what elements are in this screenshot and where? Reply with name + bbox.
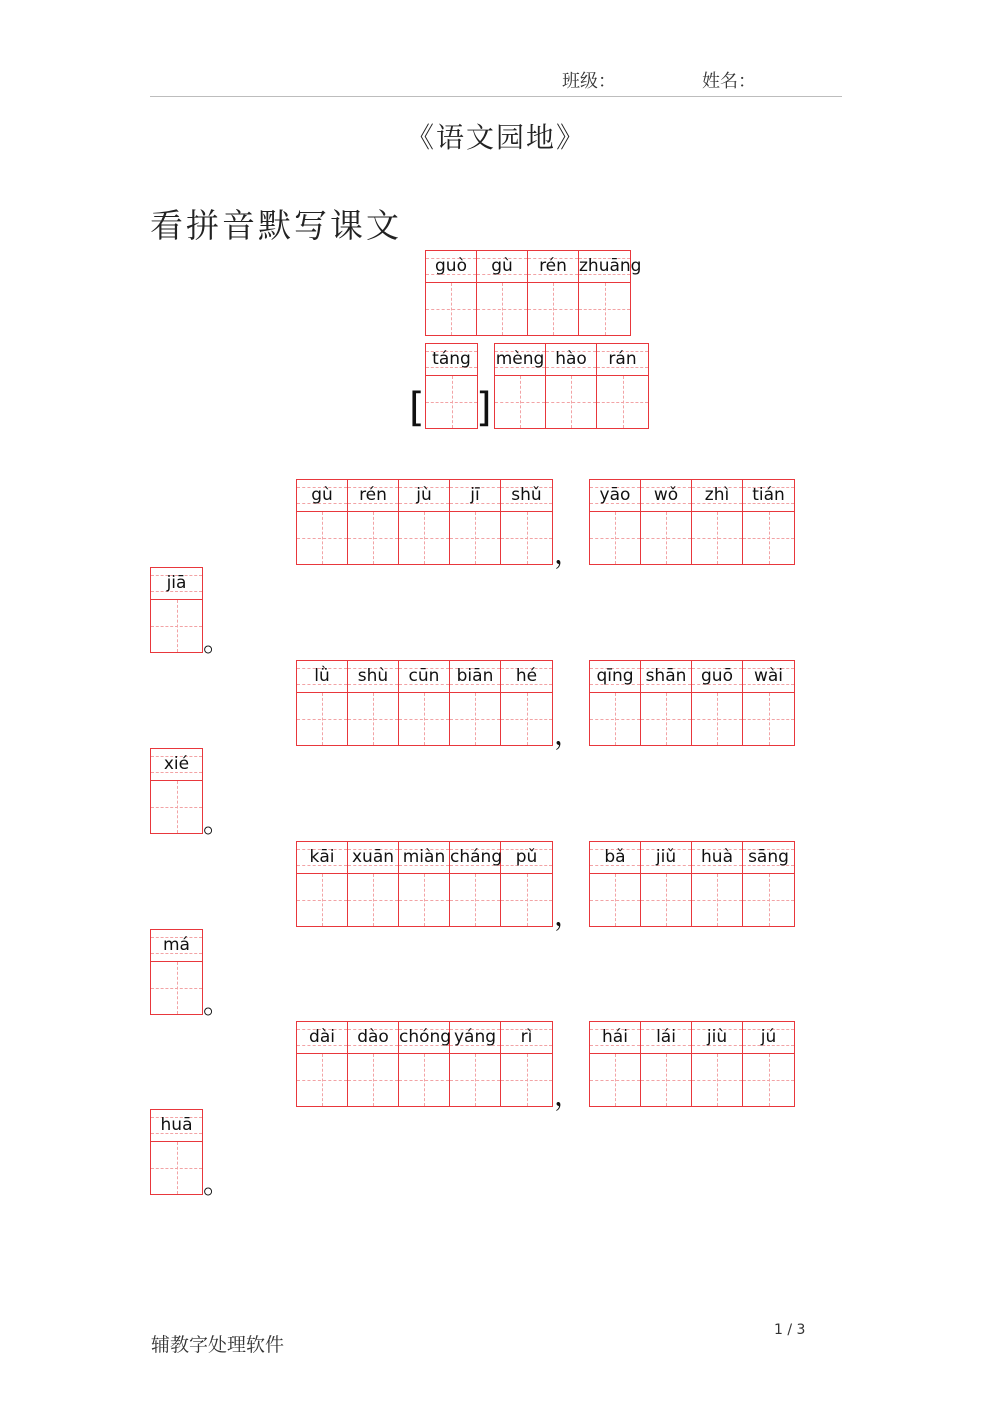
hanzi-write-box[interactable]	[348, 874, 398, 926]
hanzi-write-box[interactable]	[590, 1054, 640, 1106]
pinyin-text: huā	[160, 1115, 193, 1135]
bracket-close: ]	[476, 385, 492, 431]
hanzi-write-box[interactable]	[151, 1142, 202, 1194]
pinyin-text: wǒ	[653, 485, 679, 505]
pinyin-text: shǔ	[511, 485, 542, 505]
char-cell	[546, 344, 597, 428]
pinyin-box	[501, 480, 552, 512]
pinyin-text: jiā	[166, 573, 187, 593]
char-cell	[399, 480, 450, 564]
pinyin-box	[151, 930, 202, 962]
hanzi-write-box[interactable]	[348, 693, 398, 745]
char-cell	[450, 480, 501, 564]
hanzi-write-box[interactable]	[151, 600, 202, 652]
char-cell	[348, 1022, 399, 1106]
pinyin-text: sāng	[748, 847, 789, 867]
hanzi-write-box[interactable]	[495, 376, 545, 428]
pinyin-box	[399, 842, 449, 874]
pinyin-box	[450, 1022, 500, 1054]
pinyin-box	[151, 749, 202, 781]
class-label: 班级：	[562, 71, 616, 92]
hanzi-write-box[interactable]	[399, 512, 449, 564]
hanzi-write-box[interactable]	[399, 874, 449, 926]
pinyin-box	[641, 842, 691, 874]
pinyin-box	[399, 480, 449, 512]
pinyin-box	[692, 842, 742, 874]
line4-comma: ，	[554, 1079, 583, 1112]
hanzi-write-box[interactable]	[692, 693, 742, 745]
char-cell	[501, 1022, 552, 1106]
pinyin-text: shù	[357, 666, 389, 686]
pinyin-box	[590, 1022, 640, 1054]
pinyin-text: má	[163, 935, 190, 955]
hanzi-write-box[interactable]	[501, 693, 552, 745]
line3-comma: ，	[554, 899, 583, 932]
pinyin-text: mèng	[495, 349, 545, 369]
pinyin-box	[450, 661, 500, 693]
hanzi-write-box[interactable]	[348, 1054, 398, 1106]
pinyin-text: yáng	[453, 1027, 497, 1047]
pinyin-text: rén	[539, 256, 567, 276]
pinyin-box	[297, 842, 347, 874]
pinyin-box	[743, 480, 794, 512]
pinyin-text: rén	[359, 485, 387, 505]
pinyin-text: hào	[555, 349, 587, 369]
hanzi-write-box[interactable]	[297, 874, 347, 926]
hanzi-write-box[interactable]	[477, 283, 527, 335]
char-cell	[297, 480, 348, 564]
pinyin-text: qīng	[596, 666, 634, 686]
pinyin-text: xuān	[351, 847, 395, 867]
char-cell	[450, 1022, 501, 1106]
char-cell	[692, 661, 743, 745]
pinyin-text: zhì	[704, 485, 730, 505]
pinyin-text: guō	[701, 666, 733, 686]
hanzi-write-box[interactable]	[450, 1054, 500, 1106]
hanzi-write-box[interactable]	[297, 693, 347, 745]
line3-last-char	[150, 929, 203, 1015]
pinyin-box	[692, 480, 742, 512]
pinyin-box	[743, 1022, 794, 1054]
line2-comma: ，	[554, 718, 583, 751]
hanzi-write-box[interactable]	[743, 1054, 794, 1106]
char-cell	[348, 842, 399, 926]
char-cell	[528, 251, 579, 335]
hanzi-write-box[interactable]	[348, 512, 398, 564]
char-cell	[692, 842, 743, 926]
pinyin-text: hé	[515, 666, 538, 686]
hanzi-write-box[interactable]	[528, 283, 578, 335]
header-divider	[150, 96, 842, 97]
char-cell	[743, 480, 794, 564]
pinyin-box	[399, 661, 449, 693]
line2-period: 。	[203, 806, 232, 839]
pinyin-text: jiǔ	[655, 847, 677, 867]
char-cell	[348, 480, 399, 564]
line1-last-char	[150, 567, 203, 653]
pinyin-text: cháng	[450, 847, 503, 867]
char-cell	[501, 480, 552, 564]
pinyin-text: dài	[309, 1027, 335, 1047]
pinyin-text: gù	[311, 485, 333, 505]
hanzi-write-box[interactable]	[297, 1054, 347, 1106]
hanzi-write-box[interactable]	[743, 512, 794, 564]
pinyin-text: lái	[656, 1027, 676, 1047]
char-cell	[590, 661, 641, 745]
char-cell	[501, 842, 552, 926]
pinyin-box	[348, 480, 398, 512]
pinyin-text: lǜ	[314, 666, 330, 686]
pinyin-text: xié	[163, 754, 190, 774]
bracket-open: [	[409, 385, 425, 431]
char-cell	[151, 930, 202, 1014]
hanzi-write-box[interactable]	[297, 512, 347, 564]
line2-first-half	[296, 660, 553, 746]
char-cell	[348, 661, 399, 745]
line4-first-half	[296, 1021, 553, 1107]
pinyin-box	[528, 251, 578, 283]
pinyin-box	[546, 344, 596, 376]
pinyin-text: rì	[520, 1027, 533, 1047]
pinyin-text: miàn	[402, 847, 446, 867]
name-label: 姓名：	[702, 71, 756, 92]
line4-period: 。	[203, 1167, 232, 1200]
pinyin-box	[426, 251, 476, 283]
hanzi-write-box[interactable]	[579, 283, 630, 335]
char-cell	[450, 661, 501, 745]
char-cell	[450, 842, 501, 926]
hanzi-write-box[interactable]	[692, 1054, 742, 1106]
char-cell	[597, 344, 648, 428]
pinyin-box	[399, 1022, 452, 1054]
hanzi-write-box[interactable]	[590, 512, 640, 564]
pinyin-box	[743, 661, 794, 693]
line2-second-half	[589, 660, 795, 746]
char-cell	[501, 661, 552, 745]
char-cell	[692, 1022, 743, 1106]
pinyin-box	[743, 842, 794, 874]
hanzi-write-box[interactable]	[692, 874, 742, 926]
footer-software-name: 辅教字处理软件	[151, 1334, 285, 1356]
pinyin-box	[501, 842, 552, 874]
pinyin-box	[151, 568, 202, 600]
char-cell	[579, 251, 642, 335]
char-cell	[151, 568, 202, 652]
hanzi-write-box[interactable]	[641, 693, 691, 745]
pinyin-box	[692, 661, 742, 693]
hanzi-write-box[interactable]	[590, 693, 640, 745]
section-title: 看拼音默写课文	[150, 206, 402, 245]
pinyin-box	[426, 344, 477, 376]
char-cell	[641, 480, 692, 564]
pinyin-box	[597, 344, 648, 376]
char-cell	[297, 661, 348, 745]
char-cell	[743, 1022, 794, 1106]
hanzi-write-box[interactable]	[692, 512, 742, 564]
hanzi-write-box[interactable]	[641, 1054, 691, 1106]
pinyin-box	[641, 1022, 691, 1054]
pinyin-box	[501, 661, 552, 693]
pinyin-text: hái	[602, 1027, 628, 1047]
char-cell	[399, 661, 450, 745]
pinyin-box	[641, 661, 691, 693]
char-cell	[297, 1022, 348, 1106]
pinyin-text: shān	[645, 666, 687, 686]
pinyin-box	[297, 1022, 347, 1054]
char-cell	[743, 842, 794, 926]
char-cell	[477, 251, 528, 335]
char-cell	[590, 842, 641, 926]
pinyin-text: kāi	[309, 847, 335, 867]
document-title: 《语文园地》	[405, 121, 586, 154]
poem-dynasty-box	[425, 343, 478, 429]
hanzi-write-box[interactable]	[151, 962, 202, 1014]
hanzi-write-box[interactable]	[501, 512, 552, 564]
char-cell	[399, 842, 450, 926]
hanzi-write-box[interactable]	[501, 874, 552, 926]
hanzi-write-box[interactable]	[597, 376, 648, 428]
pinyin-box	[590, 661, 640, 693]
hanzi-write-box[interactable]	[450, 693, 500, 745]
pinyin-box	[348, 842, 398, 874]
char-cell	[151, 1110, 202, 1194]
pinyin-box	[151, 1110, 202, 1142]
pinyin-text: chóng	[399, 1027, 452, 1047]
pinyin-text: jù	[416, 485, 432, 505]
pinyin-box	[495, 344, 545, 376]
char-cell	[692, 480, 743, 564]
pinyin-box	[692, 1022, 742, 1054]
pinyin-text: rán	[608, 349, 637, 369]
line4-second-half	[589, 1021, 795, 1107]
char-cell	[297, 842, 348, 926]
line1-first-half	[296, 479, 553, 565]
pinyin-text: yāo	[599, 485, 631, 505]
char-cell	[151, 749, 202, 833]
hanzi-write-box[interactable]	[641, 874, 691, 926]
hanzi-write-box[interactable]	[450, 512, 500, 564]
hanzi-write-box[interactable]	[641, 512, 691, 564]
char-cell	[399, 1022, 450, 1106]
pinyin-box	[501, 1022, 552, 1054]
line1-period: 。	[203, 625, 232, 658]
pinyin-box	[579, 251, 642, 283]
pinyin-text: jī	[470, 485, 480, 505]
pinyin-text: pǔ	[515, 847, 538, 867]
pinyin-box	[348, 1022, 398, 1054]
char-cell	[641, 661, 692, 745]
char-cell	[495, 344, 546, 428]
pinyin-box	[590, 480, 640, 512]
hanzi-write-box[interactable]	[546, 376, 596, 428]
char-cell	[426, 251, 477, 335]
hanzi-write-box[interactable]	[501, 1054, 552, 1106]
pinyin-text: jiù	[706, 1027, 728, 1047]
hanzi-write-box[interactable]	[743, 693, 794, 745]
pinyin-text: gù	[491, 256, 513, 276]
line3-second-half	[589, 841, 795, 927]
pinyin-box	[297, 480, 347, 512]
pinyin-text: bǎ	[604, 847, 626, 867]
pinyin-box	[297, 661, 347, 693]
char-cell	[743, 661, 794, 745]
line3-first-half	[296, 841, 553, 927]
pinyin-text: dào	[357, 1027, 389, 1047]
char-cell	[590, 480, 641, 564]
poem-title-row1	[425, 250, 642, 336]
pinyin-text: guò	[435, 256, 467, 276]
pinyin-text: wài	[753, 666, 784, 686]
char-cell	[426, 344, 477, 428]
hanzi-write-box[interactable]	[151, 781, 202, 833]
pinyin-text: huà	[701, 847, 733, 867]
page-number: 1 / 3	[774, 1322, 806, 1338]
line4-last-char	[150, 1109, 203, 1195]
pinyin-text: jú	[760, 1027, 777, 1047]
line3-period: 。	[203, 987, 232, 1020]
char-cell	[590, 1022, 641, 1106]
line2-last-char	[150, 748, 203, 834]
hanzi-write-box[interactable]	[426, 283, 476, 335]
pinyin-box	[450, 842, 503, 874]
pinyin-text: biān	[456, 666, 494, 686]
pinyin-box	[450, 480, 500, 512]
line1-second-half	[589, 479, 795, 565]
pinyin-text: zhuāng	[579, 256, 642, 276]
poem-author-boxes	[494, 343, 649, 429]
hanzi-write-box[interactable]	[426, 376, 477, 428]
hanzi-write-box[interactable]	[399, 1054, 449, 1106]
pinyin-box	[477, 251, 527, 283]
hanzi-write-box[interactable]	[590, 874, 640, 926]
pinyin-text: cūn	[408, 666, 440, 686]
hanzi-write-box[interactable]	[743, 874, 794, 926]
pinyin-text: tián	[752, 485, 785, 505]
char-cell	[641, 842, 692, 926]
char-cell	[641, 1022, 692, 1106]
hanzi-write-box[interactable]	[399, 693, 449, 745]
pinyin-box	[590, 842, 640, 874]
pinyin-box	[641, 480, 691, 512]
pinyin-box	[348, 661, 398, 693]
hanzi-write-box[interactable]	[450, 874, 500, 926]
line1-comma: ，	[554, 537, 583, 570]
pinyin-text: táng	[432, 349, 471, 369]
